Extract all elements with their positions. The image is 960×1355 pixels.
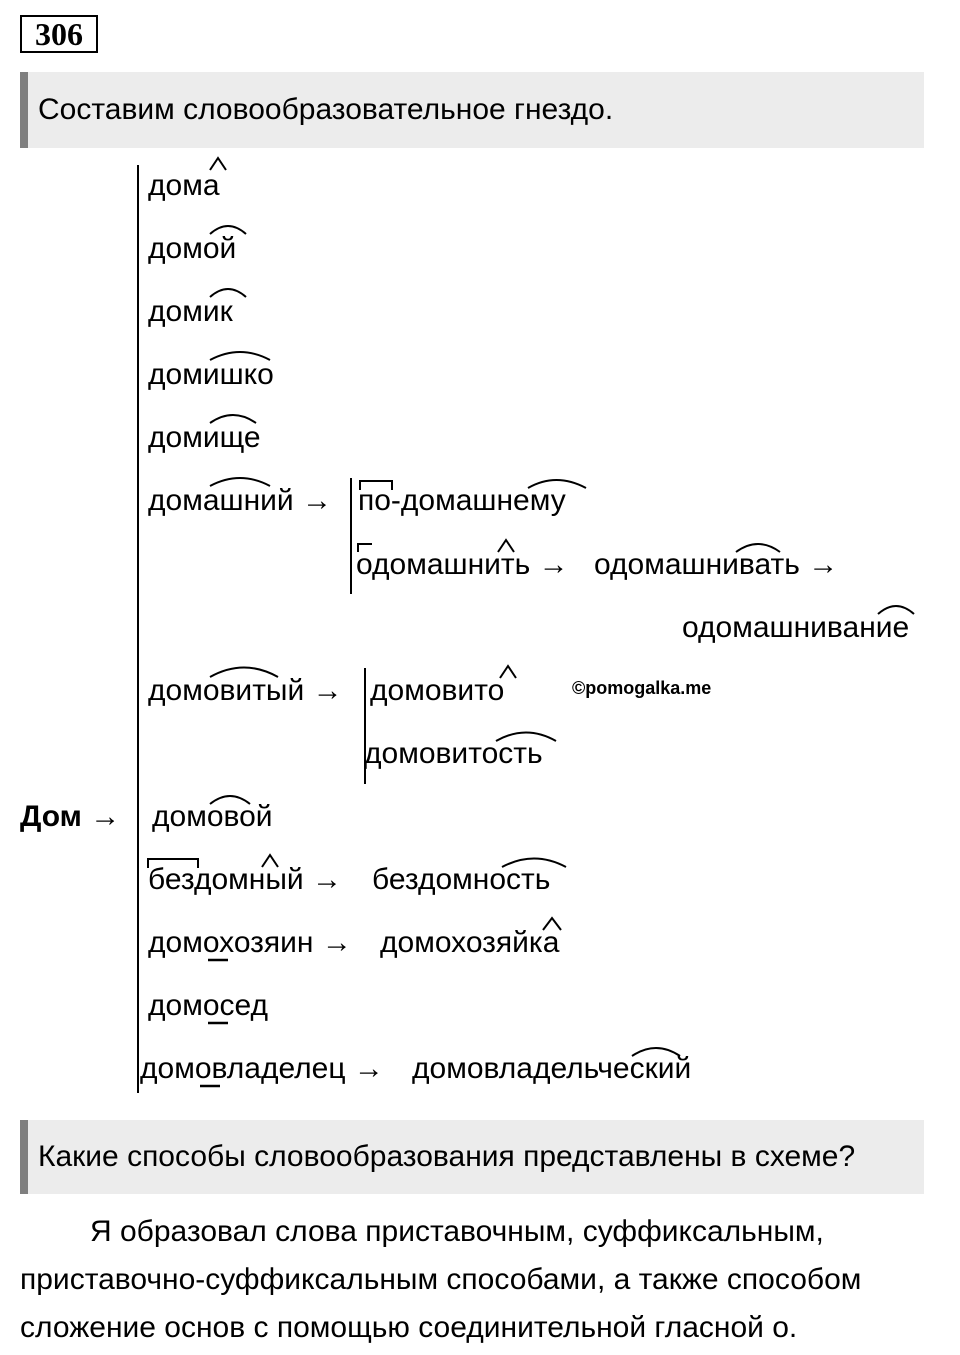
word-domovityi: домовитый → xyxy=(148,674,343,707)
domashniy-bracket-line xyxy=(350,478,352,594)
word-po-domashnemu: по-домашнему xyxy=(358,484,566,517)
word-domovoi: домовой xyxy=(152,800,273,833)
task-heading-2: Какие способы словообразования представлены в схеме? xyxy=(20,1120,924,1194)
main-bracket-line xyxy=(137,165,139,1093)
word-domovitost: домовитость xyxy=(364,737,543,770)
watermark: ©pomogalka.me xyxy=(572,678,712,698)
word-domovladelcheskiy: домовладельческий xyxy=(412,1052,692,1085)
word-domik: домик xyxy=(148,295,233,328)
exercise-number: 306 xyxy=(20,15,98,53)
word-domokhozyaika: домохозяйка xyxy=(380,926,560,959)
root-word: Дом → xyxy=(20,800,121,833)
word-domishko: домишко xyxy=(148,358,274,391)
word-domosed: домосед xyxy=(148,989,269,1022)
word-odomashnit: одомашнить → xyxy=(356,548,569,581)
word-domovladelets: домовладелец → xyxy=(140,1052,384,1085)
word-doma: дома xyxy=(148,169,220,202)
word-domashniy: домашний → xyxy=(148,484,332,517)
task-heading-1: Составим словообразовательное гнездо. xyxy=(20,72,924,148)
answer-text: Я образовал слова приставочным, суффиксальным, приставочно-суффиксальным способами, а также способом сложение основ с помощью соединительной гласной о. xyxy=(20,1215,862,1344)
word-bezdomnyi: бездомный → xyxy=(148,863,343,896)
word-odomashnivat: одомашнивать → xyxy=(594,548,839,581)
word-domokhozyain: домохозяин → xyxy=(148,926,352,959)
word-odomashnivanie: одомашнивание xyxy=(682,611,910,644)
word-domoi: домой xyxy=(148,232,237,265)
word-bezdomnost: бездомность xyxy=(372,863,551,896)
word-domovito: домовито xyxy=(370,674,505,707)
word-domishche: домище xyxy=(148,421,261,454)
